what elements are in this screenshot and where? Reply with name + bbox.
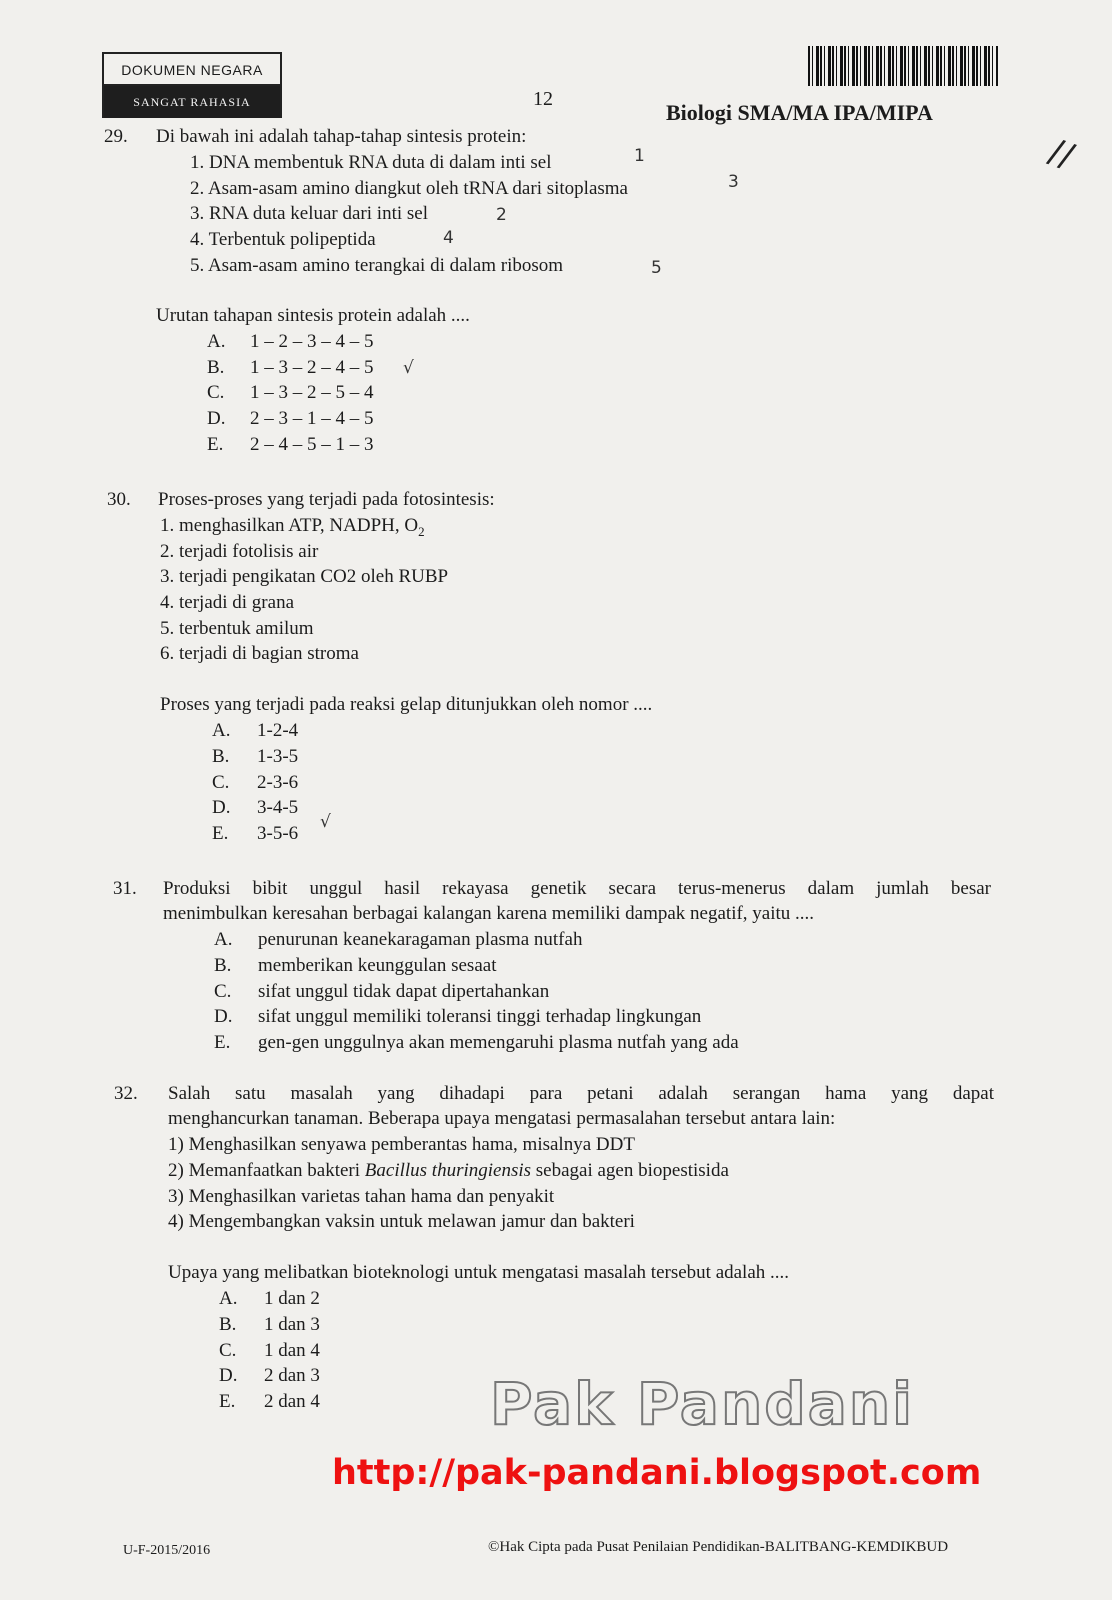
q31-number: 31. — [113, 878, 137, 899]
q32-option-b: 1 dan 3 — [264, 1314, 320, 1335]
q31-option-e: gen-gen unggulnya akan memengaruhi plasma nutfah yang ada — [258, 1032, 739, 1053]
q29-option-a: 1 – 2 – 3 – 4 – 5 — [250, 331, 374, 352]
q31-option-b: memberikan keunggulan sesaat — [258, 955, 497, 976]
q30-item-4: 4. terjadi di grana — [160, 592, 295, 613]
q32-stem-line-2: menghancurkan tanaman. Beberapa upaya mengatasi permasalahan tersebut antara lain: — [168, 1108, 836, 1129]
footer-code: U-F-2015/2016 — [123, 1543, 211, 1558]
q29-option-d: 2 – 3 – 1 – 4 – 5 — [250, 408, 374, 429]
document-classification-box — [102, 52, 282, 118]
q32-item-1: 1) Menghasilkan senyawa pemberantas hama, misalnya DDT — [168, 1134, 635, 1155]
q29-option-c-label: C. — [207, 382, 225, 403]
q30-option-c-label: C. — [212, 772, 230, 793]
q29-option-b-label: B. — [207, 357, 225, 378]
q29-step-4: 4. Terbentuk polipeptida — [190, 229, 376, 250]
q32-option-a-label: A. — [219, 1288, 238, 1309]
handwritten-mark: 2 — [496, 205, 507, 225]
q29-option-e: 2 – 4 – 5 – 1 – 3 — [250, 434, 374, 455]
q31-option-a: penurunan keanekaragaman plasma nutfah — [258, 929, 583, 950]
q29-option-e-label: E. — [207, 434, 224, 455]
q30-item-2: 2. terjadi fotolisis air — [160, 541, 319, 562]
page-number: 12 — [533, 88, 553, 110]
q31-option-c-label: C. — [214, 981, 232, 1002]
q29-step-3: 3. RNA duta keluar dari inti sel — [190, 203, 428, 224]
q29-question: Urutan tahapan sintesis protein adalah .... — [156, 305, 470, 326]
q30-option-e: 3-5-6 — [257, 823, 299, 844]
q31-option-a-label: A. — [214, 929, 233, 950]
q30-stem: Proses-proses yang terjadi pada fotosintesis: — [158, 489, 495, 510]
q32-question: Upaya yang melibatkan bioteknologi untuk mengatasi masalah tersebut adalah .... — [168, 1262, 790, 1283]
q30-question: Proses yang terjadi pada reaksi gelap ditunjukkan oleh nomor .... — [160, 694, 653, 715]
handwritten-mark: 1 — [634, 146, 645, 166]
watermark: Pak Pandani — [490, 1370, 915, 1438]
doc-label: DOKUMEN NEGARA — [104, 54, 280, 86]
q30-item-6: 6. terjadi di bagian stroma — [160, 643, 359, 664]
blog-url[interactable]: http://pak-pandani.blogspot.com — [332, 1453, 982, 1493]
q31-option-e-label: E. — [214, 1032, 231, 1053]
q32-option-c-label: C. — [219, 1340, 237, 1361]
q30-item-3: 3. terjadi pengikatan CO2 oleh RUBP — [160, 566, 449, 587]
q31-option-d: sifat unggul memiliki toleransi tinggi terhadap lingkungan — [258, 1006, 702, 1027]
q30-item-5: 5. terbentuk amilum — [160, 618, 314, 639]
q30-option-a: 1-2-4 — [257, 720, 299, 741]
q32-item-3: 3) Menghasilkan varietas tahan hama dan penyakit — [168, 1186, 555, 1207]
q31-stem-line-2: menimbulkan keresahan berbagai kalangan karena memiliki dampak negatif, yaitu .... — [163, 903, 815, 924]
q32-option-b-label: B. — [219, 1314, 237, 1335]
q32-option-d: 2 dan 3 — [264, 1365, 320, 1386]
check-mark-icon: √ — [320, 812, 331, 832]
q30-option-e-label: E. — [212, 823, 229, 844]
footer-copyright: ©Hak Cipta pada Pusat Penilaian Pendidikan-BALITBANG-KEMDIKBUD — [488, 1539, 949, 1555]
check-mark-icon: √ — [403, 358, 414, 378]
q30-option-d: 3-4-5 — [257, 797, 299, 818]
q31-option-b-label: B. — [214, 955, 232, 976]
q30-option-a-label: A. — [212, 720, 231, 741]
q29-step-2: 2. Asam-asam amino diangkut oleh tRNA dari sitoplasma — [190, 178, 628, 199]
q29-option-b: 1 – 3 – 2 – 4 – 5 — [250, 357, 374, 378]
q32-option-a: 1 dan 2 — [264, 1288, 320, 1309]
q29-option-c: 1 – 3 – 2 – 5 – 4 — [250, 382, 374, 403]
q30-option-c: 2-3-6 — [257, 772, 299, 793]
q32-stem-line-1: Salah satu masalah yang dihadapi para petani adalah serangan hama yang dapat — [168, 1083, 994, 1104]
q31-stem-line-1: Produksi bibit unggul hasil rekayasa genetik secara terus-menerus dalam jumlah besar — [163, 878, 991, 899]
q29-step-1: 1. DNA membentuk RNA duta di dalam inti sel — [190, 152, 552, 173]
q29-number: 29. — [104, 126, 128, 147]
q30-number: 30. — [107, 489, 131, 510]
q32-option-d-label: D. — [219, 1365, 238, 1386]
handwritten-mark: 3 — [728, 172, 739, 192]
q31-option-d-label: D. — [214, 1006, 233, 1027]
handwritten-mark: 4 — [443, 228, 454, 248]
q29-stem: Di bawah ini adalah tahap-tahap sintesis protein: — [156, 126, 527, 147]
subject-title: Biologi SMA/MA IPA/MIPA — [666, 100, 933, 125]
q32-option-c: 1 dan 4 — [264, 1340, 320, 1361]
q32-item-4: 4) Mengembangkan vaksin untuk melawan jamur dan bakteri — [168, 1211, 635, 1232]
q32-option-e-label: E. — [219, 1391, 236, 1412]
q30-item-1: 1. menghasilkan ATP, NADPH, $O_2$ — [160, 515, 425, 539]
q30-option-d-label: D. — [212, 797, 231, 818]
q31-option-c: sifat unggul tidak dapat dipertahankan — [258, 981, 550, 1002]
corner-mark: // — [1043, 131, 1080, 177]
q32-number: 32. — [114, 1083, 138, 1104]
q32-option-e: 2 dan 4 — [264, 1391, 320, 1412]
q29-option-d-label: D. — [207, 408, 226, 429]
secret-label: SANGAT RAHASIA — [104, 86, 280, 118]
q29-option-a-label: A. — [207, 331, 226, 352]
q29-step-5: 5. Asam-asam amino terangkai di dalam ribosom — [190, 255, 564, 276]
q32-item-2: 2) Memanfaatkan bakteri Bacillus thuringiensis sebagai agen biopestisida — [168, 1160, 729, 1181]
barcode-icon — [808, 46, 998, 86]
q30-option-b-label: B. — [212, 746, 230, 767]
handwritten-mark: 5 — [651, 258, 662, 278]
q30-option-b: 1-3-5 — [257, 746, 299, 767]
